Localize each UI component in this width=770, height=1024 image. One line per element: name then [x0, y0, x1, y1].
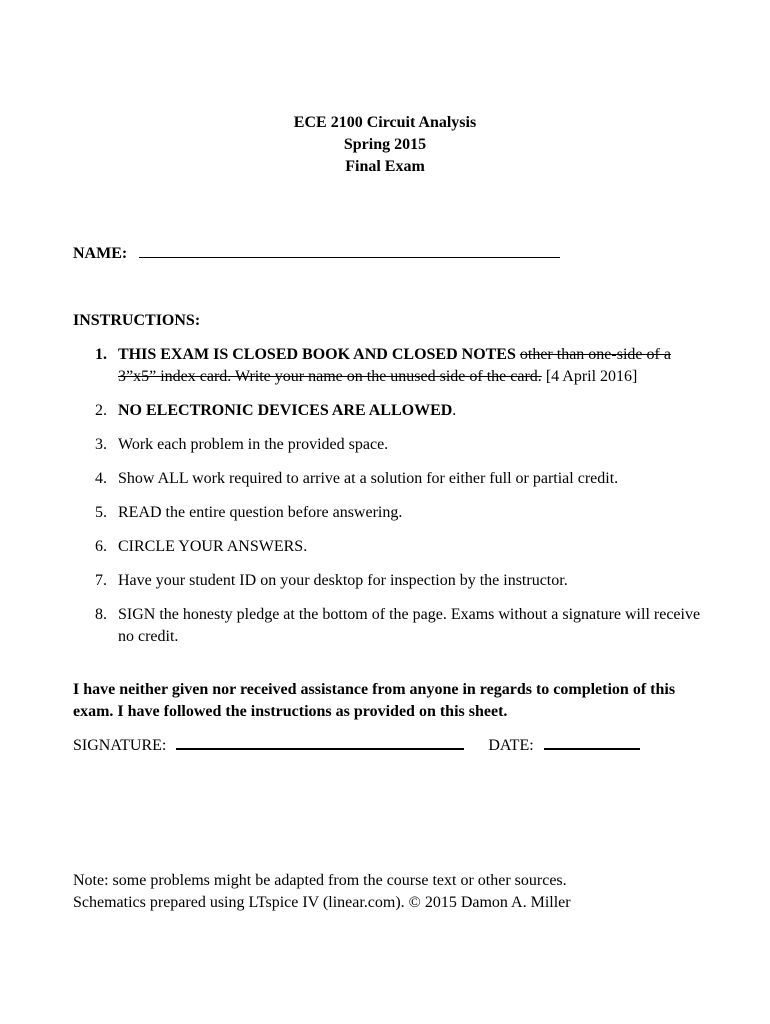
item-text: READ the entire question before answering.: [118, 504, 403, 521]
term-title: Spring 2015: [343, 136, 427, 153]
course-title: ECE 2100 Circuit Analysis: [293, 114, 477, 131]
footnote-line-2: Schematics prepared using LTspice IV (linear.com). © 2015 Damon A. Miller: [73, 894, 571, 911]
honesty-pledge: I have neither given nor received assistance from anyone in regards to completion of this exam. I have followed the instructions as provided on this sheet.: [73, 681, 676, 720]
list-item: [73, 400, 713, 422]
item-number: 2.: [95, 402, 107, 419]
item-text: .: [452, 402, 457, 419]
item-text: CIRCLE YOUR ANSWERS.: [118, 538, 308, 555]
list-item: [73, 468, 713, 490]
signature-label: SIGNATURE:: [73, 737, 167, 754]
item-number: 5.: [95, 504, 107, 521]
name-blank-line[interactable]: [139, 243, 560, 258]
list-item: [73, 434, 713, 456]
item-text: Show ALL work required to arrive at a solution for either full or partial credit.: [118, 470, 619, 487]
item-number: 8.: [95, 606, 107, 623]
exam-title-block: [0, 112, 770, 178]
exam-title: Final Exam: [345, 158, 425, 175]
item-bold-text: THIS EXAM IS CLOSED BOOK AND CLOSED NOTES: [118, 346, 516, 363]
item-number: 4.: [95, 470, 107, 487]
item-number: 6.: [95, 538, 107, 555]
footnote-line-1: Note: some problems might be adapted from the course text or other sources.: [73, 872, 567, 889]
item-text: [4 April 2016]: [545, 368, 638, 385]
item-bold-text: NO ELECTRONIC DEVICES ARE ALLOWED: [118, 402, 453, 419]
list-item: [73, 502, 713, 524]
signature-blank-line[interactable]: [176, 734, 464, 750]
instructions-heading: INSTRUCTIONS:: [73, 312, 201, 329]
item-text: SIGN the honesty pledge at the bottom of the page. Exams without a signature will receive no credit.: [118, 606, 701, 645]
list-item: [73, 536, 713, 558]
item-number: 1.: [95, 346, 107, 363]
instructions-list: [73, 344, 713, 660]
date-blank-line[interactable]: [544, 734, 640, 750]
name-row: [73, 243, 560, 263]
item-number: 3.: [95, 436, 107, 453]
name-label: NAME:: [73, 245, 128, 262]
list-item: [73, 344, 713, 388]
item-number: 7.: [95, 572, 107, 589]
list-item: [73, 604, 713, 648]
list-item: [73, 570, 713, 592]
item-struck-text: other than one-side of a 3”x5” index card. Write your name on the unused side of the card.: [118, 346, 671, 385]
footnote: [73, 870, 713, 914]
signature-row: [73, 734, 640, 755]
item-text: Have your student ID on your desktop for inspection by the instructor.: [118, 572, 568, 589]
item-text: Work each problem in the provided space.: [118, 436, 389, 453]
date-label: DATE:: [488, 737, 534, 754]
